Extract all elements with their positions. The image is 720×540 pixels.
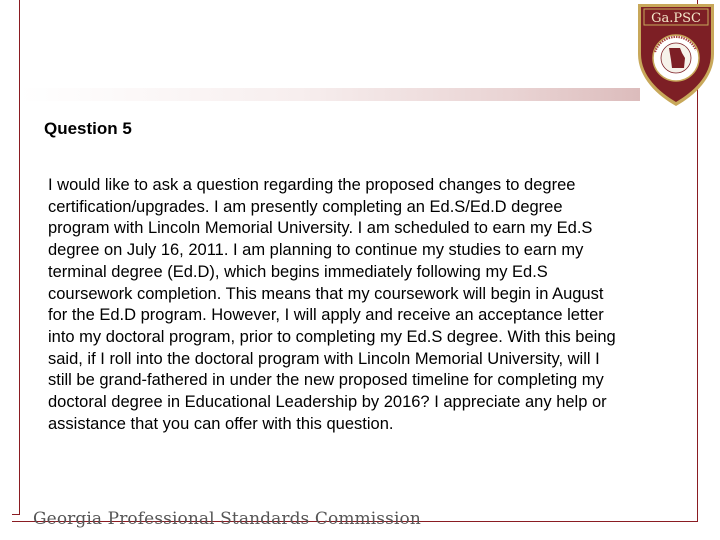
frame-left-border: [19, 0, 20, 514]
footer-organization-name: Georgia Professional Standards Commission: [33, 509, 421, 529]
shield-name: Ga.PSC: [651, 11, 701, 26]
frame-corner-stub: [12, 514, 20, 515]
gapsc-shield-logo: [636, 2, 716, 108]
header-gradient-band: [20, 88, 640, 101]
question-title: Question 5: [44, 119, 132, 138]
question-body: I would like to ask a question regarding the proposed changes to degree certification/upgrades. I am presently completing an Ed.S/Ed.D degree program with Lincoln Memorial University. I am scheduled to earn my Ed.S degree on July 16, 2011. I am planning to continue my studies to earn my terminal degree (Ed.D), which begins immediately following my Ed.S coursework completion. This means that my coursework will begin in August for the Ed.D program. However, I will apply and receive an acceptance letter into my doctoral program, prior to completing my Ed.S degree. With this being said, if I roll into the doctoral program with Lincoln Memorial University, will I still be grand-fathered in under the new proposed timeline for completing my doctoral degree in Educational Leadership by 2016? I appreciate any help or assistance that you can offer with this question.: [48, 176, 616, 433]
